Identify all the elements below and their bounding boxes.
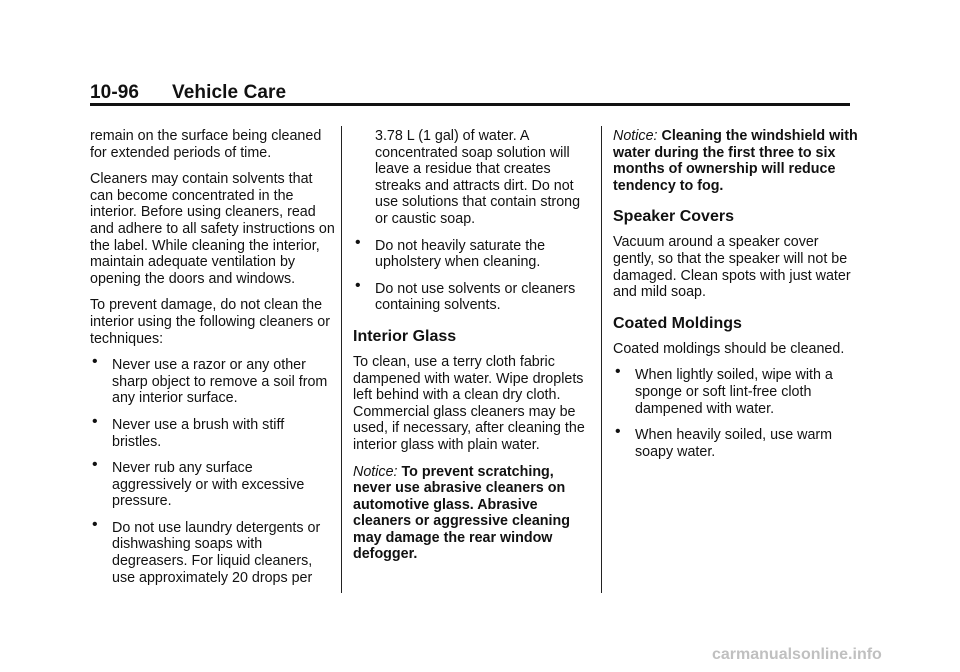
paragraph: Vacuum around a speaker cover gently, so that the speaker will not be damaged. Clean spots with just water and mild soap. [613, 234, 851, 301]
column-divider-1 [341, 126, 342, 593]
bullet-icon: • [615, 423, 621, 441]
bullet-item: • Do not use solvents or cleaners containing solvents. [355, 276, 576, 314]
column-divider-2 [601, 126, 602, 593]
bullet-item: • Do not heavily saturate the upholstery when cleaning. [355, 233, 546, 271]
bullet-icon: • [92, 515, 98, 533]
bullet-icon: • [355, 276, 361, 294]
notice-text: To prevent scratching, never use abrasive cleaners on automotive glass. Abrasive cleaners or aggressive cleaning may damage the rear window defogger. [353, 463, 570, 563]
column-2 [353, 128, 593, 573]
notice [613, 128, 858, 194]
page-number: 10-96 [90, 82, 140, 103]
notice-label: Notice: [613, 128, 658, 144]
notice [353, 464, 593, 564]
column-1 [90, 128, 335, 596]
bullet-item: • Do not use laundry detergents or dishwashing soaps with degreasers. For liquid cleaners, use approximately 20 drops per [92, 515, 321, 586]
bullet-item: • Never rub any surface aggressively or with excessive pressure. [92, 456, 305, 510]
bullet-item: • Never use a brush with stiff bristles. [92, 412, 285, 450]
section-title: Vehicle Care [172, 82, 287, 103]
paragraph: Coated moldings should be cleaned. [613, 340, 845, 357]
bullet-icon: • [92, 456, 98, 474]
section-heading: Coated Moldings [613, 314, 742, 332]
bullet-item: • Never use a razor or any other sharp object to remove a soil from any interior surface. [92, 353, 328, 407]
column-3 [613, 128, 858, 470]
bullet-item: • When lightly soiled, wipe with a sponge or soft lint-free cloth dampened with water. [615, 363, 833, 417]
paragraph: To clean, use a terry cloth fabric dampened with water. Wipe droplets left behind with a clean dry cloth. Commercial glass cleaners may be used, if necessary, after cleaning the interior glass with plain water. [353, 353, 585, 453]
bullet-icon: • [355, 233, 361, 251]
paragraph: To prevent damage, do not clean the interior using the following cleaners or techniques: [90, 297, 330, 347]
bullet-item: • When heavily soiled, use warm soapy water. [615, 423, 833, 460]
bullet-icon: • [92, 353, 98, 371]
header-rule [90, 103, 850, 106]
section-heading: Interior Glass [353, 327, 457, 345]
page-header [90, 82, 286, 104]
section-heading: Speaker Covers [613, 208, 734, 226]
paragraph: Cleaners may contain solvents that can become concentrated in the interior. Before using cleaners, read and adhere to all safety instructions on the label. While cleaning the interior, maintain adequate ventilation by opening the doors and windows. [90, 171, 335, 287]
bullet-icon: • [615, 363, 621, 381]
bullet-icon: • [92, 412, 98, 430]
notice-text: Cleaning the windshield with water during the first three to six months of ownership will reduce tendency to fog. [613, 128, 858, 194]
bullet-continuation: 3.78 L (1 gal) of water. A concentrated soap solution will leave a residue that creates streaks and attracts dirt. Do not use solutions that contain strong or caustic soap. [375, 128, 581, 227]
paragraph: remain on the surface being cleaned for extended periods of time. [90, 128, 322, 161]
watermark: carmanualsonline.info [712, 646, 882, 663]
notice-label: Notice: [353, 463, 398, 480]
